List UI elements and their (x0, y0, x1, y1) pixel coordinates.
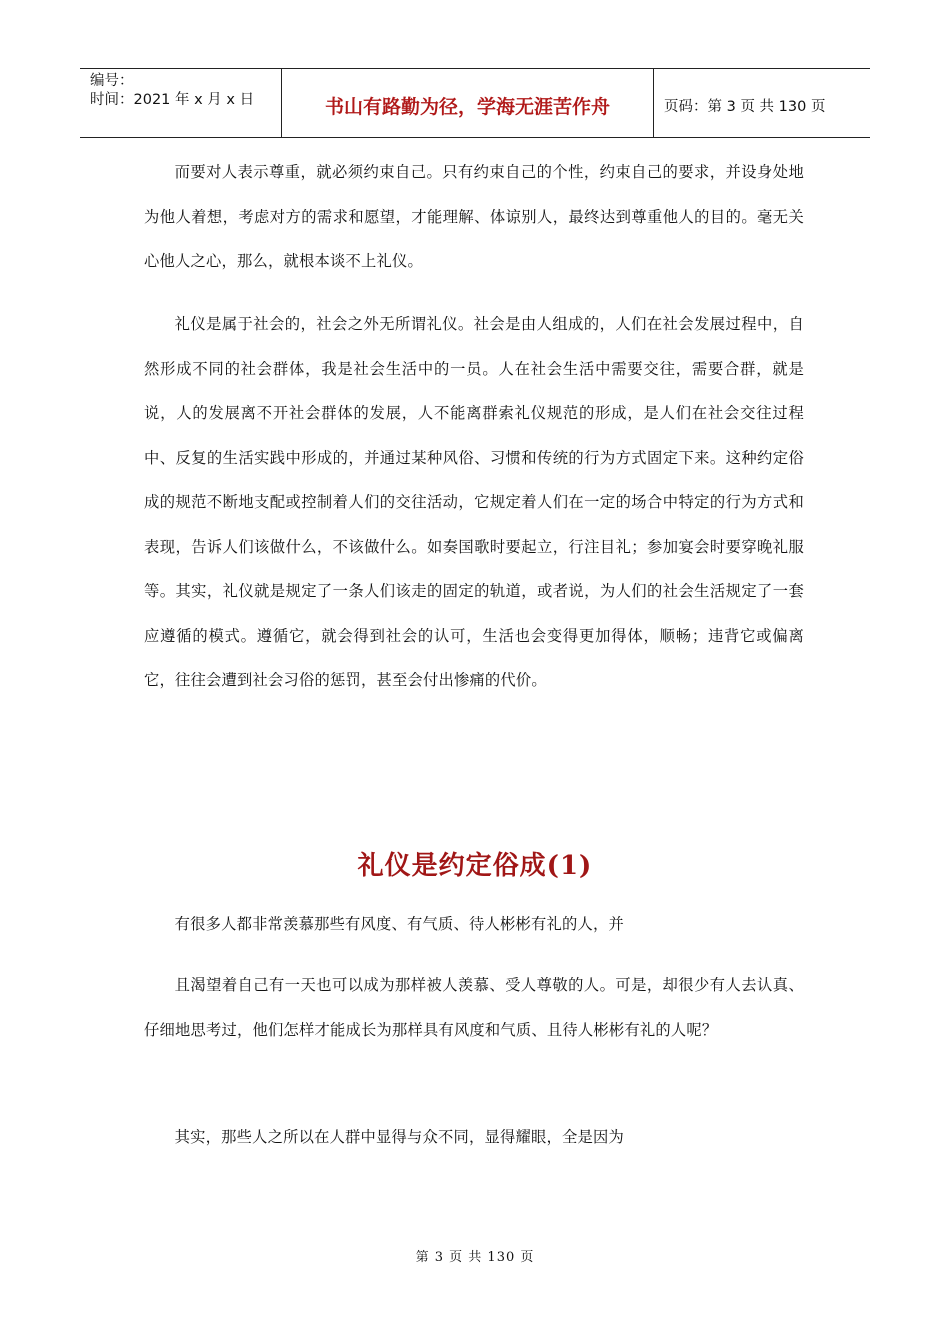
paragraph-aspire: 且渴望着自己有一天也可以成为那样被人羡慕、受人尊敬的人。可是，却很少有人去认真、仔细地思考过，他们怎样才能成长为那样具有风度和气质、且待人彬彬有礼的人呢？ (144, 976, 804, 1039)
header-number-label: 编号： (90, 73, 134, 89)
paragraph-respect: 而要对人表示尊重，就必须约束自己。只有约束自己的个性，约束自己的要求，并设身处地为他人着想，考虑对方的需求和愿望，才能理解、体谅别人，最终达到尊重他人的目的。毫无关心他人之心，那么，就根本谈不上礼仪。 (144, 163, 804, 270)
paragraph-admire: 有很多人都非常羡慕那些有风度、有气质、待人彬彬有礼的人，并 (174, 915, 625, 933)
content-block-1 (144, 150, 804, 284)
content-block-5 (144, 1115, 804, 1160)
header-meta-cell (80, 69, 282, 137)
content-block-2 (144, 302, 804, 703)
header-page-info: 页码：第 3 页 共 130 页 (664, 98, 826, 115)
content-block-4 (144, 963, 804, 1052)
document-header (80, 68, 870, 138)
paragraph-reason: 其实，那些人之所以在人群中显得与众不同，显得耀眼，全是因为 (174, 1128, 625, 1146)
section-title: 礼仪是约定俗成(1) (357, 851, 593, 881)
header-motto: 书山有路勤为径，学海无涯苦作舟 (324, 95, 610, 118)
page-footer: 第 3 页 共 130 页 (415, 1250, 535, 1265)
header-page-cell (654, 69, 870, 137)
paragraph-society: 礼仪是属于社会的，社会之外无所谓礼仪。社会是由人组成的，人们在社会发展过程中，自然形成不同的社会群体，我是社会生活中的一员。人在社会生活中需要交往，需要合群，就是说，人的发展离不开社会群体的发展，人不能离群索礼仪规范的形成，是人们在社会交往过程中、反复的生活实践中形成的，并通过某种风俗、习惯和传统的行为方式固定下来。这种约定俗成的规范不断地支配或控制着人们的交往活动，它规定着人们在一定的场合中特定的行为方式和表现，告诉人们该做什么，不该做什么。如奏国歌时要起立，行注目礼；参加宴会时要穿晚礼服等。其实，礼仪就是规定了一条人们该走的固定的轨道，或者说，为人们的社会生活规定了一套应遵循的模式。遵循它，就会得到社会的认可，生活也会变得更加得体，顺畅；违背它或偏离它，往往会遭到社会习俗的惩罚，甚至会付出惨痛的代价。 (144, 315, 804, 689)
header-date-label: 时间：2021 年 x 月 x 日 (90, 92, 255, 108)
header-motto-cell (282, 69, 654, 137)
content-block-3 (144, 902, 804, 947)
